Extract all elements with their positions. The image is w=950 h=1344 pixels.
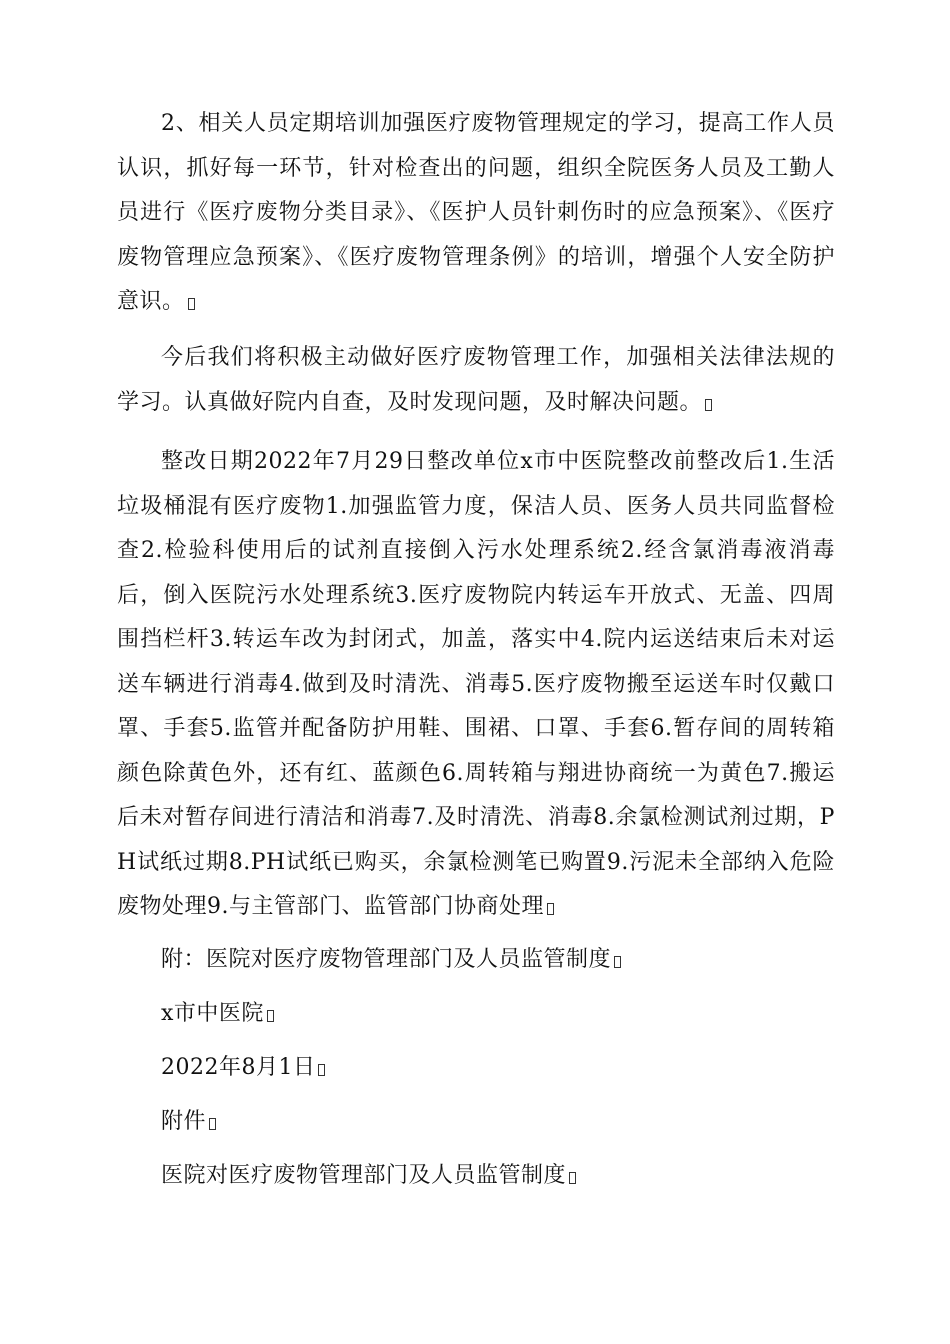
paragraph-text: 整改日期2022年7月29日整改单位x市中医院整改前整改后1.生活垃圾桶混有医疗废物1.加强监管力度，保洁人员、医务人员共同监督检查2.检验科使用后的试剂直接倒入污水处理系统2.经含氯消毒液消毒后，倒入医院污水处理系统3.医疗废物院内转运车开放式、无盖、四周围挡栏杆3.转运车改为封闭式，加盖，落实中4.院内运送结束后未对运送车辆进行消毒4.做到及时清洗、消毒5.医疗废物搬至运送车时仅戴口罩、手套5.监管并配备防护用鞋、围裙、口罩、手套6.暂存间的周转箱颜色除黄色外，还有红、蓝颜色6.周转箱与翔进协商统一为黄色7.搬运后未对暂存间进行清洁和消毒7.及时清洗、消毒8.余氯检测试剂过期，PH试纸过期8.PH试纸已购买，余氯检测笔已购置9.污泥未全部纳入危险废物处理9.与主管部门、监管部门协商处理: [117, 449, 835, 919]
paragraph-text: 医院对医疗废物管理部门及人员监管制度: [161, 1163, 567, 1188]
paragraph-end-mark: [209, 1118, 216, 1130]
paragraph-end-mark: [569, 1172, 576, 1184]
paragraph-end-mark: [614, 956, 621, 968]
paragraph-end-mark: [188, 298, 195, 310]
paragraph-rectification-table: [117, 440, 835, 930]
paragraph-future-work: [117, 336, 835, 425]
paragraph-text: x市中医院: [161, 1001, 264, 1026]
paragraph-end-mark: [267, 1010, 274, 1022]
paragraph-attachment-note: [117, 938, 835, 983]
paragraph-text: 2022年8月1日: [161, 1055, 316, 1080]
paragraph-end-mark: [318, 1064, 325, 1076]
paragraph-hospital-name: [117, 992, 835, 1037]
paragraph-date: [117, 1046, 835, 1091]
paragraph-attachment-label: [117, 1100, 835, 1145]
paragraph-training: [117, 102, 835, 325]
paragraph-attachment-title: [117, 1154, 835, 1199]
paragraph-text: 今后我们将积极主动做好医疗废物管理工作，加强相关法律法规的学习。认真做好院内自查，及时发现问题，及时解决问题。: [117, 345, 835, 415]
paragraph-text: 附件: [161, 1109, 207, 1134]
paragraph-end-mark: [705, 399, 712, 411]
paragraph-text: 附：医院对医疗废物管理部门及人员监管制度: [161, 947, 612, 972]
paragraph-end-mark: [547, 903, 554, 915]
paragraph-text: 2、相关人员定期培训加强医疗废物管理规定的学习，提高工作人员认识，抓好每一环节，针对检查出的问题，组织全院医务人员及工勤人员进行《医疗废物分类目录》、《医护人员针刺伤时的应急预案》、《医疗废物管理应急预案》、《医疗废物管理条例》的培训，增强个人安全防护意识。: [117, 111, 835, 314]
